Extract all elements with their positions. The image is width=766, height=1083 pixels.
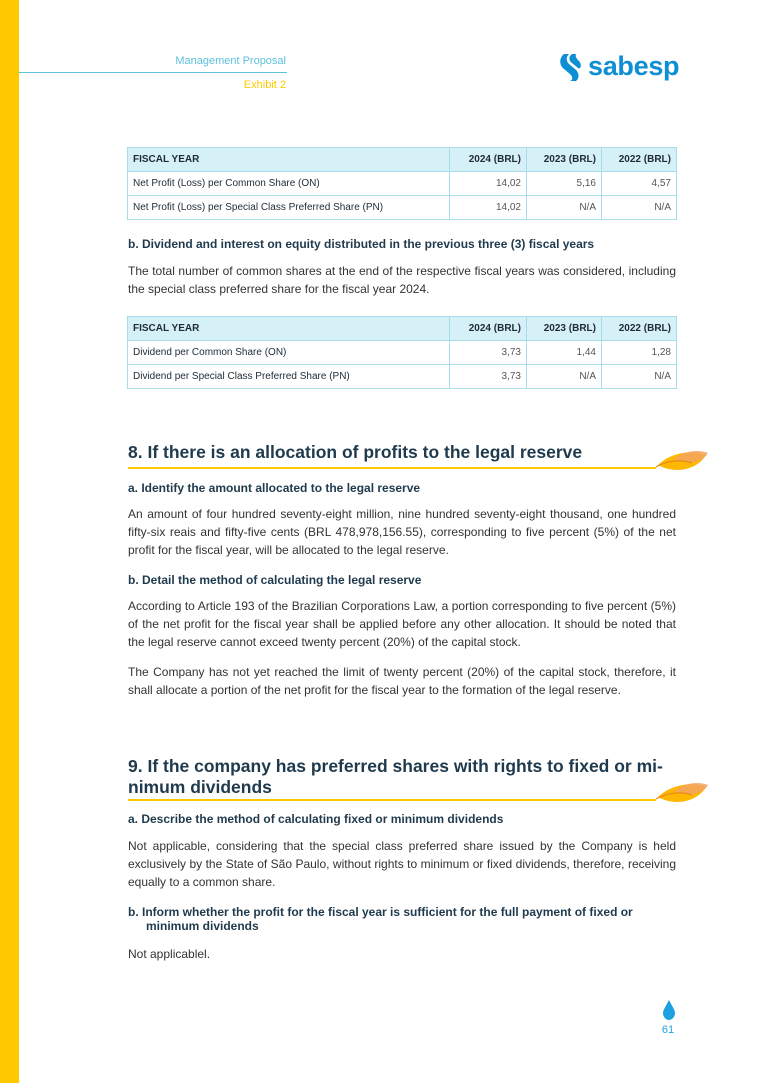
section-9b-text: Not applicablel.: [128, 947, 211, 961]
table-row: [128, 196, 677, 220]
sabesp-logo: [558, 50, 678, 84]
section-9b-heading-line-1: b. Inform whether the profit for the fiscal year is sufficient for the full payment of fixed or: [128, 905, 633, 919]
page-number: 61: [661, 1024, 675, 1036]
cell-value: 14,02: [450, 172, 527, 196]
water-drop-icon: [662, 1000, 676, 1020]
table-row: [128, 341, 677, 365]
row-label: Net Profit (Loss) per Special Class Preferred Share (PN): [128, 196, 450, 220]
section-8-rule: [128, 467, 656, 469]
cell-value: N/A: [527, 196, 602, 220]
section-8b-text-1: According to Article 193 of the Brazilian Corporations Law, a portion corresponding to five percent (5%) of the net profit for the fiscal year shall be applied before any other allocation. It should be noted that the legal reserve cannot exceed twenty percent (20%) of the capital stock.: [128, 599, 676, 649]
sabesp-logo-icon: [558, 52, 586, 82]
net-profit-table: [127, 147, 677, 220]
cell-value: N/A: [602, 365, 677, 389]
dividend-table: [127, 316, 677, 389]
table-header-row: [128, 317, 677, 341]
cell-value: 3,73: [450, 341, 527, 365]
cell-value: 3,73: [450, 365, 527, 389]
table-row: [128, 172, 677, 196]
side-accent-bar: [0, 0, 19, 1083]
cell-value: 1,28: [602, 341, 677, 365]
section-9-title: [128, 756, 668, 798]
table-row: [128, 365, 677, 389]
section-8b-heading: b. Detail the method of calculating the legal reserve: [128, 573, 422, 587]
section-8b-text-2: The Company has not yet reached the limit of twenty percent (20%) of the capital stock, therefore, it shall allocate a portion of the net profit for the fiscal year to the formation of the legal reserve.: [128, 665, 676, 697]
table-header-cell: 2023 (BRL): [527, 317, 602, 341]
cell-value: 4,57: [602, 172, 677, 196]
section-9b-heading: [128, 905, 633, 933]
section-8-title: 8. If there is an allocation of profits to the legal reserve: [128, 442, 583, 462]
section-8a-text: An amount of four hundred seventy-eight million, nine hundred seventy-eight thousand, one hundred fifty-six reais and fifty-five cents (BRL 478,978,156.55), corresponding to five percent (5%) of the net profit for the fiscal year, will be allocated to the legal reserve.: [128, 507, 676, 557]
leaf-decoration-icon: [652, 777, 710, 809]
section-9-title-line-1: 9. If the company has preferred shares with rights to fixed or mi-: [128, 756, 663, 776]
section-9-rule: [128, 799, 656, 801]
leaf-decoration-icon: [652, 445, 710, 477]
row-label: Dividend per Special Class Preferred Share (PN): [128, 365, 450, 389]
row-label: Dividend per Common Share (ON): [128, 341, 450, 365]
table-header-cell: FISCAL YEAR: [128, 317, 450, 341]
table-header-cell: 2024 (BRL): [450, 317, 527, 341]
section-8a-heading: a. Identify the amount allocated to the legal reserve: [128, 481, 421, 495]
cell-value: N/A: [602, 196, 677, 220]
header-title: Management Proposal: [175, 55, 286, 67]
cell-value: N/A: [527, 365, 602, 389]
table-header-cell: FISCAL YEAR: [128, 148, 450, 172]
header-divider: [19, 72, 287, 73]
section-9b-heading-line-2: minimum dividends: [146, 919, 259, 933]
logo-text: sabesp: [588, 51, 680, 81]
section-9a-text: Not applicable, considering that the special class preferred share issued by the Company is held exclusively by the State of São Paulo, without rights to minimum or fixed dividends, therefore, receiving equally to a common share.: [128, 839, 676, 889]
table-header-cell: 2024 (BRL): [450, 148, 527, 172]
table-header-cell: 2022 (BRL): [602, 148, 677, 172]
section-9-title-line-2: nimum dividends: [128, 777, 272, 797]
header-exhibit: Exhibit 2: [243, 79, 286, 91]
section-7b-heading: b. Dividend and interest on equity distributed in the previous three (3) fiscal years: [128, 237, 595, 251]
table-header-cell: 2023 (BRL): [527, 148, 602, 172]
cell-value: 14,02: [450, 196, 527, 220]
table-header-cell: 2022 (BRL): [602, 317, 677, 341]
cell-value: 5,16: [527, 172, 602, 196]
row-label: Net Profit (Loss) per Common Share (ON): [128, 172, 450, 196]
cell-value: 1,44: [527, 341, 602, 365]
table-header-row: [128, 148, 677, 172]
section-7b-text: The total number of common shares at the end of the respective fiscal years was considered, including the special class preferred share for the fiscal year 2024.: [128, 264, 676, 296]
section-9a-heading: a. Describe the method of calculating fixed or minimum dividends: [128, 812, 504, 826]
